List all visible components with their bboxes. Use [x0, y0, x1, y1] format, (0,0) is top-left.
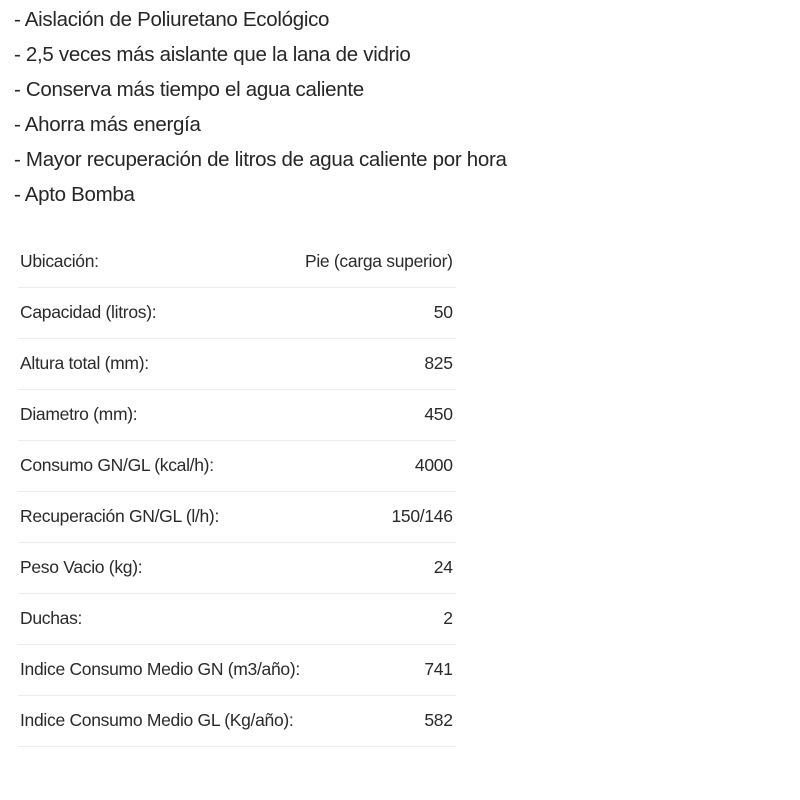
spec-label: Diametro (mm):: [18, 389, 303, 440]
spec-label: Capacidad (litros):: [18, 287, 303, 338]
feature-item: - 2,5 veces más aislante que la lana de vidrio: [14, 43, 411, 66]
spec-value: 24: [303, 542, 456, 593]
spec-value: 150/146: [303, 491, 456, 542]
spec-value: 4000: [303, 440, 456, 491]
specs-row: [18, 389, 456, 440]
spec-value: 825: [303, 338, 456, 389]
feature-item: - Aislación de Poliuretano Ecológico: [14, 8, 330, 31]
specs-row: [18, 236, 456, 287]
specs-row: [18, 287, 456, 338]
spec-label: Indice Consumo Medio GL (Kg/año):: [18, 695, 303, 746]
spec-value: 450: [303, 389, 456, 440]
specs-row: [18, 644, 456, 695]
specs-row: [18, 542, 456, 593]
spec-label: Peso Vacio (kg):: [18, 542, 303, 593]
spec-label: Altura total (mm):: [18, 338, 303, 389]
specs-row: [18, 440, 456, 491]
spec-label: Recuperación GN/GL (l/h):: [18, 491, 303, 542]
spec-value: 741: [303, 644, 456, 695]
specs-row: [18, 593, 456, 644]
spec-label: Ubicación:: [18, 236, 303, 287]
spec-value: 2: [303, 593, 456, 644]
spec-value: 50: [303, 287, 456, 338]
feature-item: - Ahorra más energía: [14, 113, 201, 136]
feature-item: - Mayor recuperación de litros de agua caliente por hora: [14, 148, 507, 171]
spec-label: Duchas:: [18, 593, 303, 644]
spec-value: Pie (carga superior): [303, 236, 456, 287]
spec-label: Indice Consumo Medio GN (m3/año):: [18, 644, 303, 695]
feature-item: - Conserva más tiempo el agua caliente: [14, 78, 364, 101]
specs-table: [18, 236, 456, 747]
spec-label: Consumo GN/GL (kcal/h):: [18, 440, 303, 491]
feature-list: [14, 2, 507, 212]
specs-row: [18, 491, 456, 542]
specs-row: [18, 338, 456, 389]
feature-item: - Apto Bomba: [14, 183, 135, 206]
spec-value: 582: [303, 695, 456, 746]
specs-row: [18, 695, 456, 746]
